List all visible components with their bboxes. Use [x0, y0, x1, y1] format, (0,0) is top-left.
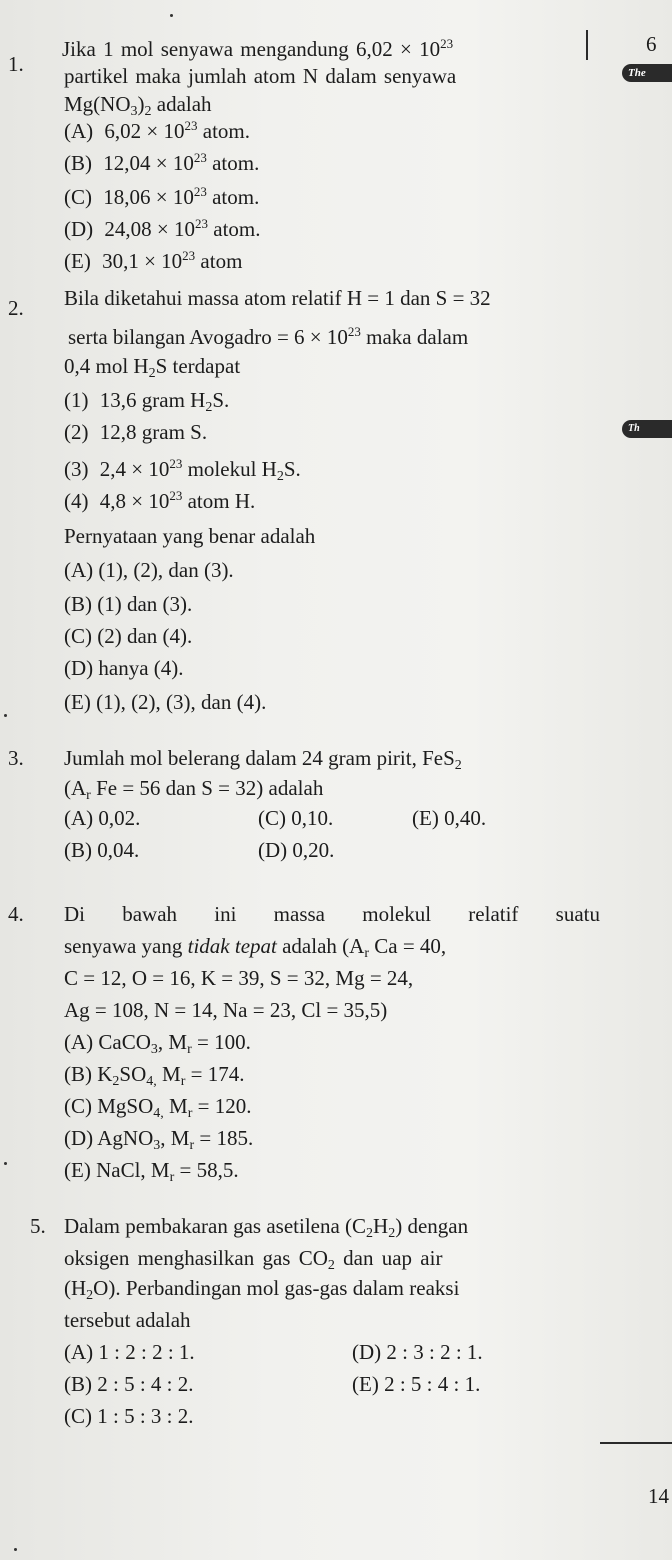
option[interactable]: (A) (1), (2), dan (3). [64, 558, 234, 582]
question-number: 4. [8, 902, 24, 926]
option[interactable]: (B) (1) dan (3). [64, 592, 193, 616]
option[interactable]: (A) 1 : 2 : 2 : 1. [64, 1340, 195, 1364]
option[interactable]: (E) 2 : 5 : 4 : 1. [352, 1372, 481, 1396]
option[interactable]: (A) 0,02. [64, 806, 141, 830]
option[interactable]: (D) 2 : 3 : 2 : 1. [352, 1340, 483, 1364]
option[interactable]: (B) 2 : 5 : 4 : 2. [64, 1372, 194, 1396]
question-text: oksigen menghasilkan gas $CO_2$ dan uap air [64, 1246, 443, 1273]
speck [14, 1548, 17, 1551]
option[interactable]: (B) 0,04. [64, 838, 140, 862]
question-text: Ag = 108, N = 14, Na = 23, Cl = 35,5) [64, 998, 388, 1022]
option[interactable]: (D) 0,20. [258, 838, 335, 862]
statement: (3) $2,4 \times 10^{23}$ molekul $H_2S$. [64, 456, 301, 484]
margin-rule [600, 1442, 672, 1444]
question-text: serta bilangan Avogadro = $6 \times 10^{23}$ maka dalam [68, 324, 469, 349]
question-number: 3. [8, 746, 24, 770]
question-text: Dalam pembakaran gas asetilena $(C_2H_2)$ dengan [64, 1214, 469, 1241]
option[interactable]: (B) $K_2SO_{4,}$ $M_r = 174$. [64, 1062, 245, 1089]
question-text: senyawa yang tidak tepat adalah ($A_r$ Ca = 40, [64, 934, 447, 961]
question-text: tersebut adalah [64, 1308, 191, 1332]
option[interactable]: (D) AgNO$_3$, $M_r = 185$. [64, 1126, 254, 1153]
option[interactable]: (D) hanya (4). [64, 656, 184, 680]
statement: (2) 12,8 gram S. [64, 420, 208, 444]
question-text: Di bawah ini massa molekul relatif suatu [64, 902, 600, 926]
question-text: $(H_2O)$. Perbandingan mol gas-gas dalam reaksi [64, 1276, 460, 1303]
question-text: Jumlah mol belerang dalam 24 gram pirit, FeS$_2$ [64, 746, 462, 773]
edge-label-2: Th [622, 420, 672, 438]
speck [170, 14, 173, 17]
option[interactable]: (E) NaCl, $M_r = 58,5$. [64, 1158, 239, 1185]
question-text: Bila diketahui massa atom relatif H = 1 dan S = 32 [64, 286, 491, 310]
question-text: ($A_r$ Fe = 56 dan S = 32) adalah [64, 776, 324, 803]
speck [4, 1162, 7, 1165]
question-text: partikel maka jumlah atom N dalam senyawa [64, 64, 457, 88]
question-prompt: Pernyataan yang benar adalah [64, 524, 316, 548]
page-number: 14 [648, 1484, 669, 1508]
question-number: 2. [8, 296, 24, 320]
option[interactable]: (E) $30,1 \times 10^{23}$ atom [64, 248, 243, 273]
question-text: 0,4 mol $H_2S$ terdapat [64, 354, 241, 381]
margin-rule [586, 30, 588, 60]
option[interactable]: (D) $24,08 \times 10^{23}$ atom. [64, 216, 261, 241]
option[interactable]: (C) $18,06 \times 10^{23}$ atom. [64, 184, 260, 209]
statement: (4) $4,8 \times 10^{23}$ atom H. [64, 488, 256, 513]
option[interactable]: (C) 1 : 5 : 3 : 2. [64, 1404, 194, 1428]
option[interactable]: (E) (1), (2), (3), dan (4). [64, 690, 267, 714]
question-number: 5. [30, 1214, 46, 1238]
question-number: 1. [8, 52, 24, 76]
statement: (1) 13,6 gram $H_2S$. [64, 388, 230, 415]
option[interactable]: (A) CaCO$_3$, $M_r = 100$. [64, 1030, 251, 1057]
option[interactable]: (A) $6,02 \times 10^{23}$ atom. [64, 118, 250, 143]
option[interactable]: (E) 0,40. [412, 806, 487, 830]
edge-label-1: The [622, 64, 672, 82]
question-text: C = 12, O = 16, K = 39, S = 32, Mg = 24, [64, 966, 414, 990]
option[interactable]: (C) MgSO$_{4,}$ $M_r = 120$. [64, 1094, 252, 1121]
option[interactable]: (C) 0,10. [258, 806, 334, 830]
option[interactable]: (B) $12,04 \times 10^{23}$ atom. [64, 150, 260, 175]
question-text: Jika 1 mol senyawa mengandung $6,02 \times 10^{23}$ [62, 36, 454, 61]
corner-number: 6 [646, 32, 657, 56]
option[interactable]: (C) (2) dan (4). [64, 624, 193, 648]
question-text: $Mg(NO_3)_2$ adalah [64, 92, 212, 119]
speck [4, 714, 7, 717]
